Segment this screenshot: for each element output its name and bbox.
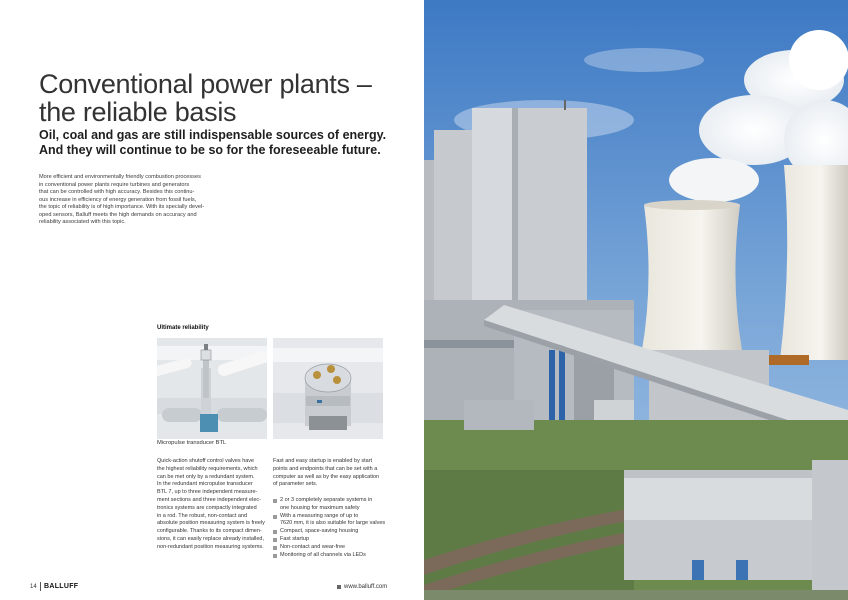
intro-line: in conventional power plants require turbines and generators [39, 181, 190, 188]
body-line: ment sections and three independent elec- [157, 496, 261, 503]
body-line: points and endpoints that can be set with a [273, 465, 378, 472]
body-line: the highest reliability requirements, which [157, 465, 258, 472]
website-link[interactable] [337, 584, 387, 590]
figure-caption: Micropulse transducer BTL [157, 440, 227, 446]
body-line: configurable. Thanks to its compact dimen- [157, 528, 262, 535]
bullet-text: one housing for maximum safety [280, 504, 360, 511]
feature-bullet [273, 544, 388, 552]
body-line: Quick-action shutoff control valves have [157, 458, 255, 464]
bullet-text: Compact, space-saving housing [280, 528, 359, 535]
body-line: In the redundant micropulse transducer [157, 481, 253, 488]
body-column-left [157, 458, 269, 552]
website-square-icon [337, 585, 341, 589]
intro-line: the topic of reliability is of high importance. With its specially devel- [39, 204, 205, 210]
intro-line: ous increase in efficiency of energy generation from fossil fuels, [39, 196, 197, 203]
headline [39, 70, 409, 126]
body-line: sions, it can easily replace already installed, [157, 535, 265, 542]
feature-bullet [273, 497, 388, 513]
bullet-square-icon [273, 554, 277, 558]
intro-line: oped sensors, Balluff meets the high demands on accuracy and [39, 211, 197, 218]
subheadline [39, 128, 409, 157]
intro-line: reliability associated with this topic. [39, 219, 126, 225]
intro-line: that can be controlled with high accuracy. Besides this continu- [39, 189, 195, 195]
bullet-text: With a measuring range of up to [280, 512, 359, 519]
intro-paragraph [39, 174, 239, 227]
website-text: www.balluff.com [344, 584, 388, 590]
feature-bullet [273, 552, 388, 560]
headline-line-2: the reliable basis [39, 97, 237, 127]
power-plant-illustration [424, 0, 848, 600]
feature-bullet [273, 536, 388, 544]
body-column-right [273, 458, 388, 559]
bullet-square-icon [273, 499, 277, 503]
body-line: can be met only by a redundant system. [157, 473, 255, 480]
brand-logo: BALLUFF [44, 583, 79, 590]
subheadline-line-2: And they will continue to be so for the foreseeable future. [39, 142, 381, 157]
transducer-valve-image [157, 338, 267, 439]
feature-bullet [273, 513, 388, 529]
bullet-square-icon [273, 538, 277, 542]
section-label: Ultimate reliability [157, 325, 209, 331]
body-line: tronics systems are compactly integrated [157, 504, 257, 511]
body-line: BTL 7, up to three independent measure- [157, 489, 258, 496]
body-line: in a rod. The robust, non-contact and [157, 512, 248, 519]
bullet-text: Fast startup [280, 535, 310, 542]
body-line: Fast and easy startup is enabled by start [273, 458, 373, 464]
body-line: of parameter sets. [273, 481, 318, 488]
footer-divider [40, 582, 41, 591]
bullet-square-icon [273, 515, 277, 519]
bullet-square-icon [273, 530, 277, 534]
page-number: 14 [30, 584, 37, 590]
bullet-square-icon [273, 546, 277, 550]
bullet-text: 7620 mm, it is also suitable for large valves [280, 520, 386, 527]
subheadline-line-1: Oil, coal and gas are still indispensable sources of energy. [39, 128, 387, 142]
body-line: non-redundant position measuring systems. [157, 543, 264, 550]
headline-line-1: Conventional power plants – [39, 69, 372, 99]
bullet-text: Monitoring of all channels via LEDs [280, 551, 366, 558]
bullet-text: Non-contact and wear-free [280, 543, 346, 550]
body-line: computer as well as by the easy application [273, 473, 380, 480]
intro-line: More efficient and environmentally friendly combustion processes [39, 174, 201, 180]
feature-bullet [273, 528, 388, 536]
power-plant-photo [424, 0, 848, 600]
transducer-closeup-image [273, 338, 383, 439]
body-line: absolute position measuring system is freely [157, 520, 265, 527]
bullet-text: 2 or 3 completely separate systems in [280, 496, 373, 503]
